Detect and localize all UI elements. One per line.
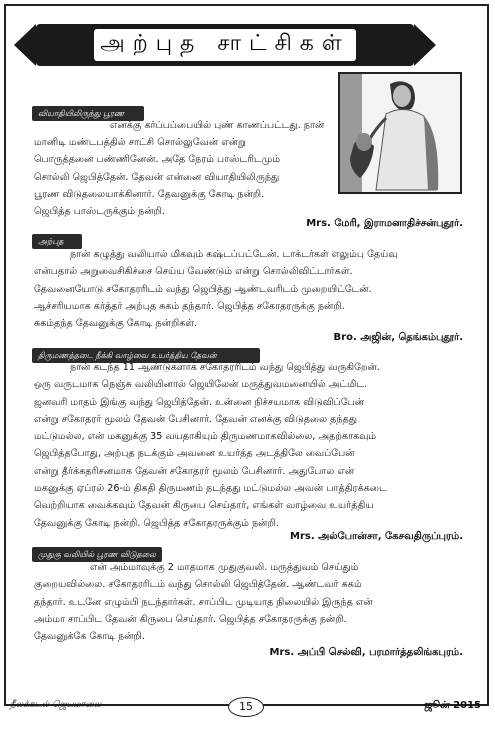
text-line: சொல்லி ஜெபித்தேன். தேவன் என்னை வியாதியிலிருந்து xyxy=(34,171,280,183)
text-line: வெற்றியாக வைக்கவும் தேவன் கிருபை செய்தார், எங்கள் வாழ்வை உயர்த்திய xyxy=(34,500,374,512)
text-line: குறையவில்லை. சகோதரரிடம் வந்து சொல்லி ஜெபித்தேன். ஆண்டவர் சுகம் xyxy=(34,579,362,591)
text-line: ஜெபித்தபோது, அற்புத நடக்கும் அவனை உயர்த்த அடத்திலே வைப்பேன் xyxy=(34,448,355,460)
testimony-4-body xyxy=(34,559,464,645)
text-line: மட்டுமல்ல, என் மகனுக்கு 35 வயதாகியும் திருமணமாகவில்லை, அதற்காகவும் xyxy=(34,431,377,443)
text-line: என்பதால் அறுவைசிகிச்சை செய்ய வேண்டும் என்று சொல்லிவிட்டார்கள். xyxy=(34,266,353,278)
text-line: தேவனுக்கு கோடி நன்றி. ஜெபித்த சகோதரருக்கும் நன்றி. xyxy=(34,517,279,529)
text-line: என்று தீர்க்கதரிசனமாக தேவன் சகோதரர் மூலம் பேசினார். அதுபோல என் xyxy=(34,465,355,477)
signature-1: Mrs. மேரி, இராமனாதிச்சன்புதூர். xyxy=(306,218,463,229)
testimony-2-body xyxy=(34,246,464,332)
testimony-3-body xyxy=(34,359,464,532)
text-line: நான் கழுத்து வலியால் மிகவும் கஷ்டப்பட்டேன். டாக்டர்கள் எலும்பு தேய்வு xyxy=(70,249,398,260)
text-line: பூரண விடுதலையாக்கினார். தேவனுக்கு கோடி நன்றி. xyxy=(34,188,265,200)
text-line: எனக்கு கர்ப்பப்பையில் புண் காணப்பட்டது. நான் xyxy=(110,120,325,131)
section-heading-4: முதுகு வலியில் பூரண விடுதலை xyxy=(32,547,162,562)
text-line: ஜெபித்த பாஸ்டருக்கும் நன்றி. xyxy=(34,206,165,218)
text-line: ஒரு வருடமாக நெஞ்சு வலியினால் ஜெயிலேன் மருத்துவமனையில் அட்மிட. xyxy=(34,379,368,391)
text-line: சுகம்தந்த தேவனுக்கு கோடி நன்றிகள். xyxy=(34,318,198,330)
page-number: 15 xyxy=(228,697,264,717)
text-line: ஜனவரி மாதம் இங்கு வந்து ஜெபித்தேன். உன்னை நிச்சயமாக விடுவிப்பேன் xyxy=(34,396,365,408)
text-line: மகனுக்கு ஏப்ரல் 26-ம் திகதி திருமணம் நடந்தது மட்டுமல்ல அவன் பாத்திரக்கடை xyxy=(34,483,387,495)
signature-3: Mrs. அல்போன்சா, கேசவதிருப்புரம். xyxy=(290,531,463,542)
jesus-healing-photo xyxy=(338,72,462,194)
text-line: நான் கடந்த 11 ஆண்டுகளாக சகோதரரிடம் வந்து ஜெபித்து வருகிறேன். xyxy=(70,362,380,373)
footer-magazine-name: நீலக்கடல் ஜெபமாலை xyxy=(10,700,102,710)
text-line: என் அம்மாவுக்கு 2 மாதமாக முதுகுவலி. மருத்துவம் செய்தும் xyxy=(90,562,359,573)
section-heading-2: அற்புத சுகம் xyxy=(32,234,82,249)
title-banner xyxy=(36,24,414,66)
testimony-1 xyxy=(110,117,336,134)
text-line: அம்மா சாப்பிட தேவன் கிருபை செய்தார். ஜெபித்த சகோதரருக்கு நன்றி. xyxy=(34,613,347,625)
text-line: மானிடி மண்டபத்தில் சாட்சி சொல்லுவேன் என்று xyxy=(34,137,247,148)
section-heading-1: வியாதியிலிருந்து பூரண விடுதலை xyxy=(32,106,144,121)
text-line: தேவனுக்கே கோடி நன்றி. xyxy=(34,631,145,643)
text-line: தந்தார். உடனே எழும்பி நடந்தார்கள். சாப்பிட முடியாத நிலையில் இருந்த என் xyxy=(34,596,373,608)
testimony-1-body xyxy=(34,134,336,220)
signature-4: Mrs. அப்பி செல்வி, பரமார்த்தலிங்கபுரம். xyxy=(269,647,463,658)
signature-2: Bro. அஜின், தெங்கம்புதூர். xyxy=(333,332,463,343)
text-line: என்று சகோதரர் மூலம் தேவன் பேசினார். தேவன் எனக்கு விடுதலை தந்தது xyxy=(34,413,358,425)
text-line: பொருத்தனை பண்ணினேன். அதே நேரம் பாஸ்டரிடமும் xyxy=(34,154,281,166)
page-title: அற்புத சாட்சிகள் xyxy=(94,29,356,61)
text-line: தேவனையோடு சகோதரரிடம் வந்து ஜெபித்து ஆண்டவரிடம் முறையிட்டேன். xyxy=(34,283,372,295)
section-heading-3: திருமணத்தடை நீக்கி வாழ்வை உயர்த்திய தேவன் xyxy=(32,348,260,363)
footer-issue-date: ஜூன் 2015 xyxy=(424,700,481,711)
text-line: ஆச்சரியமாக கர்த்தர் அற்புத சுகம் தந்தார். ஜெபித்த சகோதரருக்கு நன்றி. xyxy=(34,300,345,312)
